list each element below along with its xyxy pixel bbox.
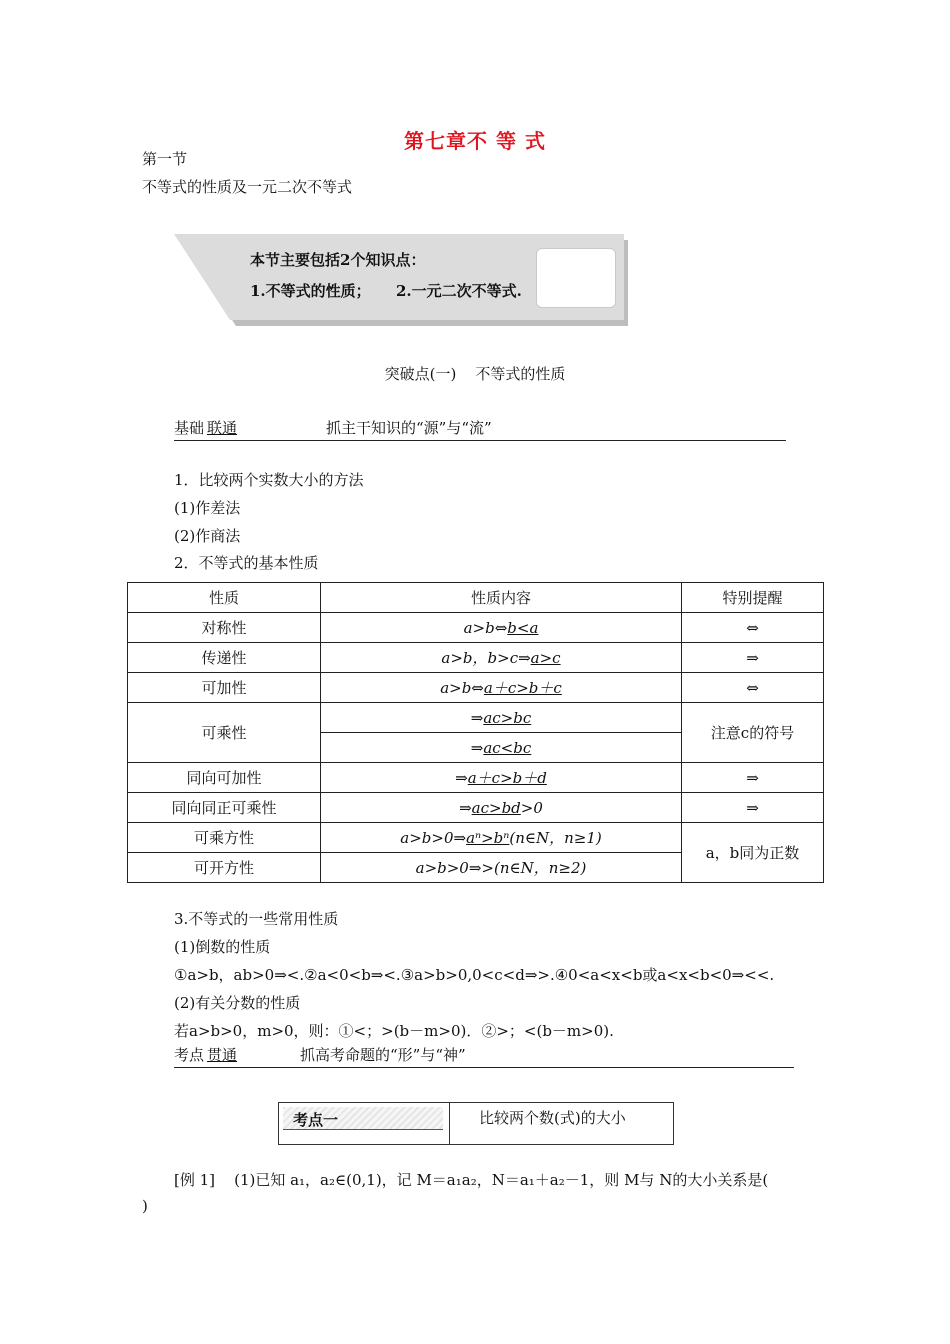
kaodian-label-area xyxy=(283,1107,443,1130)
banner-line1: 本节主要包括2个知识点： xyxy=(250,251,426,269)
exam-header-right: 抓高考命题的“形”与“神” xyxy=(300,1046,466,1064)
table-row xyxy=(128,643,824,673)
table-row xyxy=(128,703,824,733)
exam-header-left-a: 考点 xyxy=(174,1046,205,1064)
common-p3a-text: ①a>b，ab>0⇒<.②a<0<b⇒<.③a>b>0,0<c<d⇒>.④0<a<x<b或a<x<b<0⇒<<. xyxy=(174,966,775,984)
property-name: 同向同正可乘性 xyxy=(128,793,321,823)
property-content: a>b，b>c⇒a>c xyxy=(321,643,682,673)
common-p3a: (1)倒数的性质 xyxy=(174,938,271,956)
property-name: 传递性 xyxy=(128,643,321,673)
table-row xyxy=(128,763,824,793)
kaodian-box xyxy=(278,1102,674,1145)
chapter-title: 第七章不 等 式 xyxy=(404,129,546,153)
section-number: 第一节 xyxy=(142,150,188,168)
property-content: ⇒ac>bc xyxy=(321,703,682,733)
property-note: a，b同为正数 xyxy=(682,823,824,883)
property-content: a>b⇔a＋c>b＋c xyxy=(321,673,682,703)
property-note: ⇔ xyxy=(682,613,824,643)
properties-table xyxy=(127,582,824,883)
breakthrough-title: 突破点(一) 不等式的性质 xyxy=(384,365,566,383)
banner-item2: 2.一元二次不等式. xyxy=(396,282,522,300)
basics-header-left-b: 联通 xyxy=(207,419,238,437)
property-name: 同向可加性 xyxy=(128,763,321,793)
basics-p1: 1．比较两个实数大小的方法 xyxy=(174,471,364,489)
property-name: 可加性 xyxy=(128,673,321,703)
kaodian-label: 考点一 xyxy=(293,1111,339,1129)
property-note: 注意c的符号 xyxy=(682,703,824,763)
property-name: 可乘性 xyxy=(128,703,321,763)
basics-p1a: (1)作差法 xyxy=(174,499,241,517)
property-name: 可乘方性 xyxy=(128,823,321,853)
example-line1: [例 1] (1)已知 a₁，a₂∈(0,1)，记 M＝a₁a₂，N＝a₁＋a₂－1，则 M与 N的大小关系是( xyxy=(174,1171,769,1189)
property-name: 可开方性 xyxy=(128,853,321,883)
basics-header-right: 抓主干知识的“源”与“流” xyxy=(326,419,492,437)
property-content: a>b>0⇒>(n∈N，n≥2) xyxy=(321,853,682,883)
property-content: a>b⇔b<a xyxy=(321,613,682,643)
property-content: ⇒ac>bd>0 xyxy=(321,793,682,823)
property-note: ⇒ xyxy=(682,643,824,673)
section-title: 不等式的性质及一元二次不等式 xyxy=(142,178,353,196)
banner-item1: 1.不等式的性质； xyxy=(250,282,371,300)
common-p3b: (2)有关分数的性质 xyxy=(174,994,301,1012)
property-name: 对称性 xyxy=(128,613,321,643)
table-row xyxy=(128,673,824,703)
property-note: ⇔ xyxy=(682,673,824,703)
banner-box xyxy=(536,248,616,308)
knowledge-banner xyxy=(174,234,628,326)
property-content: a>b>0⇒aⁿ>bⁿ(n∈N，n≥1) xyxy=(321,823,682,853)
table-header-cell: 性质内容 xyxy=(321,583,682,613)
table-row xyxy=(128,823,824,853)
property-content: ⇒a＋c>b＋d xyxy=(321,763,682,793)
table-row xyxy=(128,613,824,643)
table-header-cell: 特别提醒 xyxy=(682,583,824,613)
common-p3b-text: 若a>b>0，m>0，则：①<；>(b－m>0)．②>；<(b－m>0). xyxy=(174,1022,614,1040)
example-line2: ) xyxy=(142,1197,148,1215)
property-note: ⇒ xyxy=(682,763,824,793)
basics-header xyxy=(174,418,786,441)
basics-p2: 2．不等式的基本性质 xyxy=(174,554,319,572)
basics-header-left-a: 基础 xyxy=(174,419,205,437)
exam-header xyxy=(174,1045,794,1068)
table-row xyxy=(128,793,824,823)
table-header-row xyxy=(128,583,824,613)
kaodian-divider xyxy=(449,1103,450,1144)
kaodian-title: 比较两个数(式)的大小 xyxy=(479,1109,626,1127)
property-note: ⇒ xyxy=(682,793,824,823)
common-p3: 3.不等式的一些常用性质 xyxy=(174,910,339,928)
exam-header-left-b: 贯通 xyxy=(207,1046,238,1064)
basics-p1b: (2)作商法 xyxy=(174,527,241,545)
property-content: ⇒ac<bc xyxy=(321,733,682,763)
table-header-cell: 性质 xyxy=(128,583,321,613)
